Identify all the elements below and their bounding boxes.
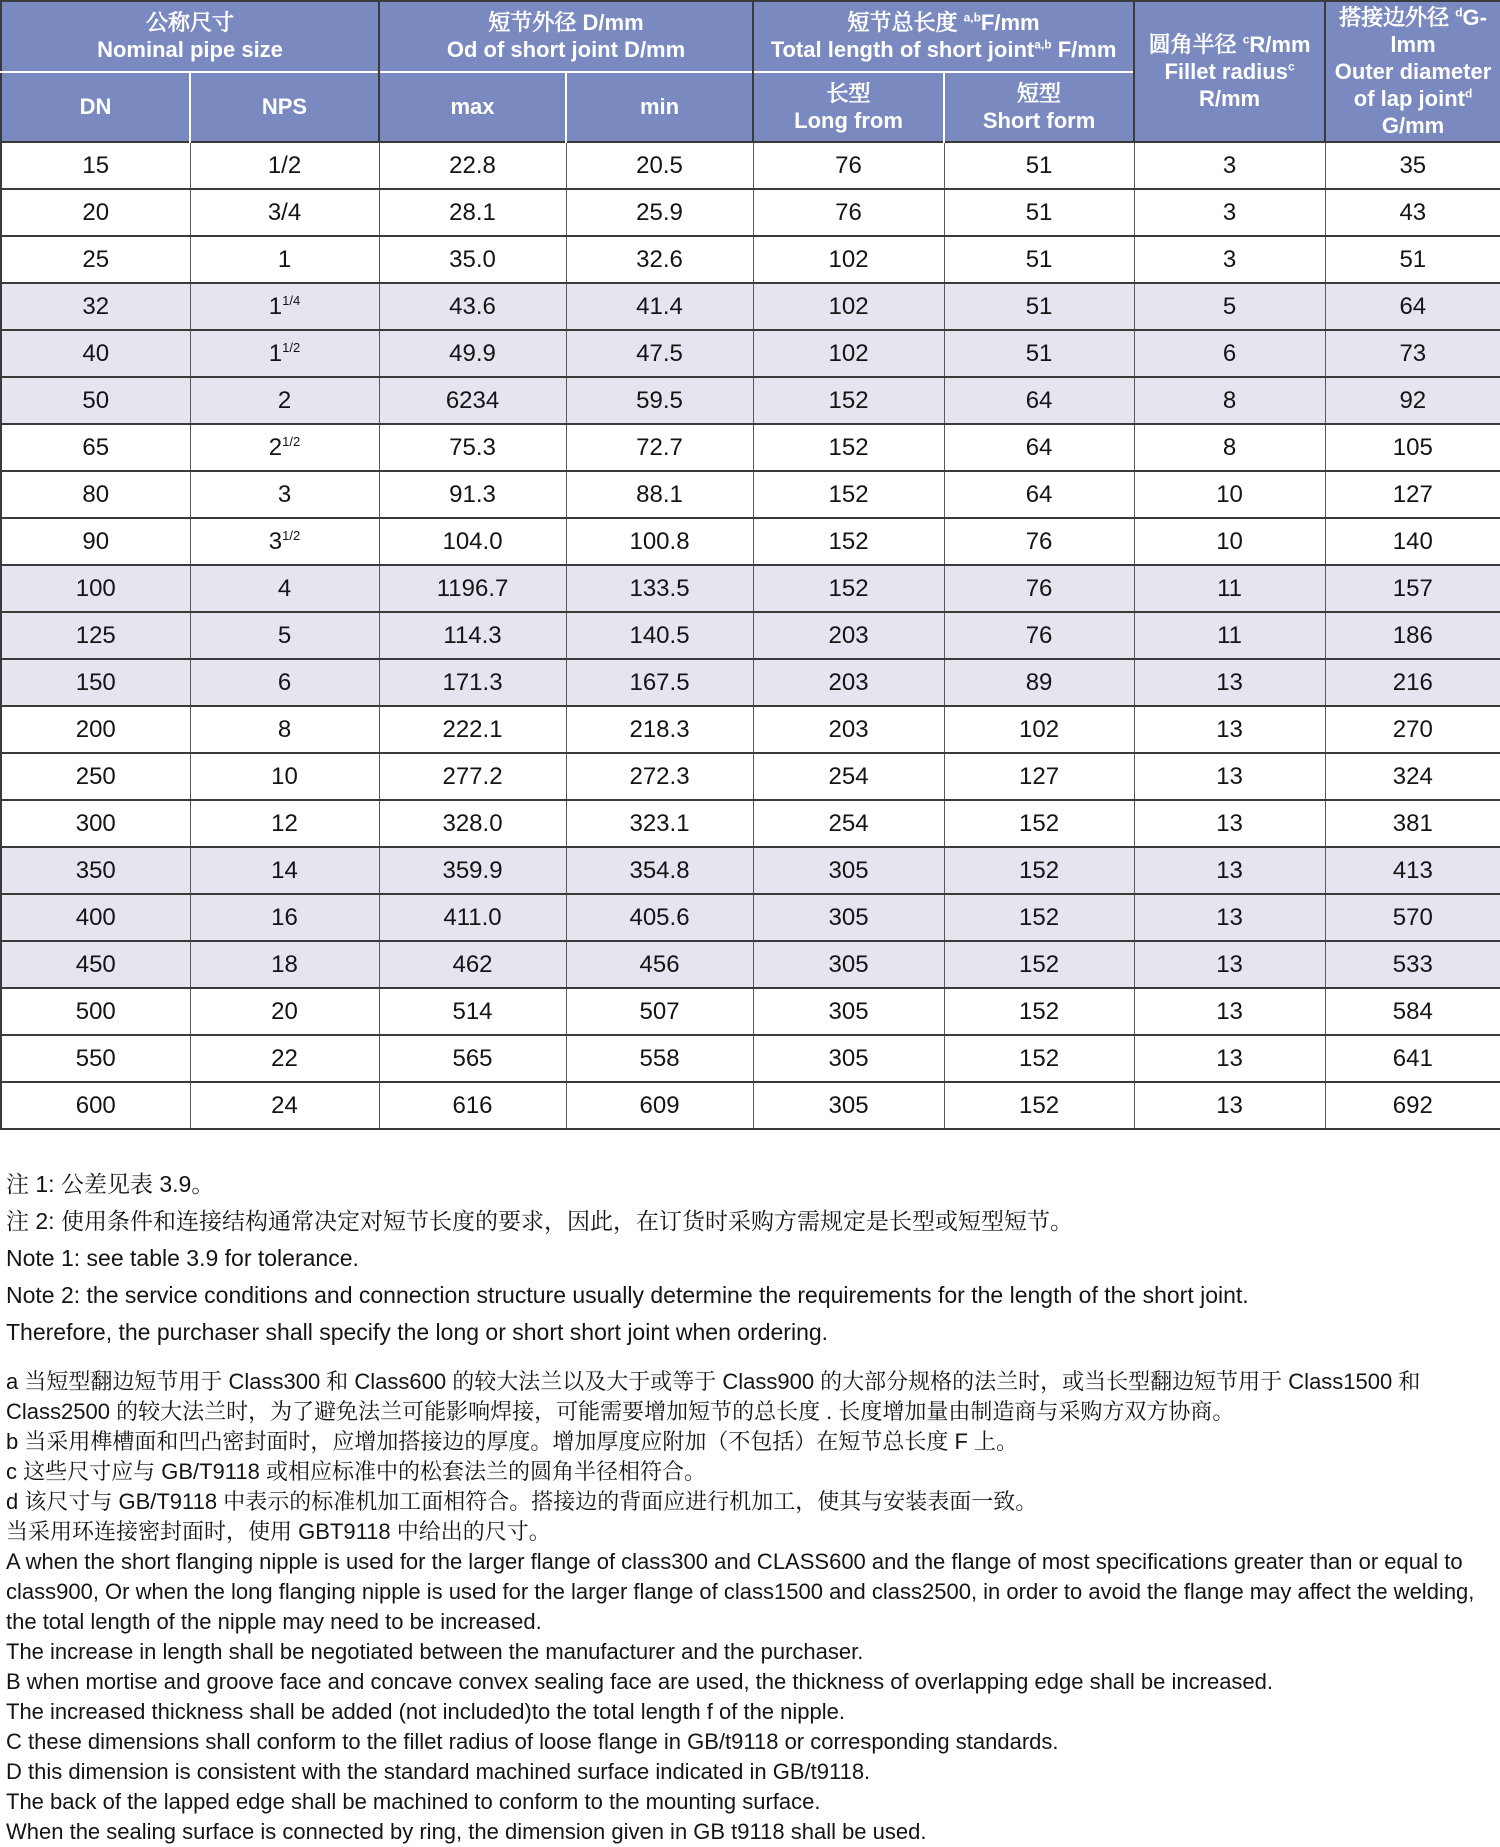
cell-dn: 300 — [1, 800, 190, 847]
table-row — [1, 142, 1500, 189]
cell-od-min: 25.9 — [566, 189, 753, 236]
subheader-max: max — [379, 72, 566, 143]
cell-length-short: 152 — [944, 1035, 1134, 1082]
header-total-length-en: Total length of short joint$^{a,b}$ F/mm — [770, 37, 1117, 63]
header-od-short-joint — [379, 1, 753, 72]
cell-length-short: 51 — [944, 330, 1134, 377]
cell-od-max: 49.9 — [379, 330, 566, 377]
footnote-line: The back of the lapped edge shall be machined to conform to the mounting surface. — [6, 1789, 821, 1814]
table-row — [1, 847, 1500, 894]
header-lap-joint-od-zh: 搭接边外径 $^d$G-lmm — [1339, 5, 1487, 57]
table-row — [1, 189, 1500, 236]
footnote-marker-ab: a,b — [963, 10, 981, 25]
cell-length-short: 89 — [944, 659, 1134, 706]
header-nominal-pipe-size — [1, 1, 379, 72]
cell-od-min: 323.1 — [566, 800, 753, 847]
cell-lap-od: 43 — [1325, 189, 1500, 236]
cell-nps: 16 — [190, 894, 379, 941]
cell-nps: $1^{1/4}$ — [190, 283, 379, 330]
cell-od-max: 43.6 — [379, 283, 566, 330]
cell-nps: 2 — [190, 377, 379, 424]
header-fillet-radius-en: Fillet radius$^c$ R/mm — [1164, 59, 1295, 111]
subheader-min: min — [566, 72, 753, 143]
cell-lap-od: 533 — [1325, 941, 1500, 988]
cell-length-short: 51 — [944, 142, 1134, 189]
cell-nps: 12 — [190, 800, 379, 847]
footnote-marker-d: d — [1455, 5, 1463, 20]
cell-od-min: 88.1 — [566, 471, 753, 518]
cell-length-short: 102 — [944, 706, 1134, 753]
cell-nps: 18 — [190, 941, 379, 988]
footnote-line: a 当短型翻边短节用于 Class300 和 Class600 的较大法兰以及大于或等于 Class900 的大部分规格的法兰时，或当长型翻边短节用于 Class1500 和 Class2500 的较大法兰时，为了避免法兰可能影响焊接，可能需要增加短节的总长度 . 长度增加量由制造商与采购方双方协商。 — [6, 1369, 1421, 1424]
header-nominal-zh: 公称尺寸 — [146, 10, 235, 36]
cell-dn: 450 — [1, 941, 190, 988]
cell-od-min: 32.6 — [566, 236, 753, 283]
table-row — [1, 565, 1500, 612]
cell-dn: 40 — [1, 330, 190, 377]
cell-dn: 200 — [1, 706, 190, 753]
cell-dn: 80 — [1, 471, 190, 518]
cell-dn: 20 — [1, 189, 190, 236]
cell-length-long: 305 — [753, 1035, 944, 1082]
header-lap-joint-od — [1325, 1, 1500, 142]
cell-dn: 50 — [1, 377, 190, 424]
cell-od-min: 354.8 — [566, 847, 753, 894]
table-row — [1, 424, 1500, 471]
cell-od-max: 411.0 — [379, 894, 566, 941]
cell-length-short: 51 — [944, 283, 1134, 330]
header-fillet-radius-zh: 圆角半径 $^c$R/mm — [1148, 32, 1311, 57]
cell-lap-od: 270 — [1325, 706, 1500, 753]
cell-lap-od: 157 — [1325, 565, 1500, 612]
cell-length-short: 152 — [944, 988, 1134, 1035]
footnote-marker-d: d — [1464, 86, 1473, 101]
cell-nps: 8 — [190, 706, 379, 753]
cell-dn: 350 — [1, 847, 190, 894]
cell-od-max: 104.0 — [379, 518, 566, 565]
cell-length-short: 64 — [944, 471, 1134, 518]
nps-fraction: 1/2 — [282, 527, 301, 543]
cell-dn: 100 — [1, 565, 190, 612]
cell-od-max: 462 — [379, 941, 566, 988]
cell-dn: 125 — [1, 612, 190, 659]
note-line: 注 1: 公差见表 3.9。 — [6, 1171, 215, 1197]
cell-length-long: 305 — [753, 1082, 944, 1129]
cell-dn: 15 — [1, 142, 190, 189]
cell-length-long: 102 — [753, 283, 944, 330]
cell-length-short: 64 — [944, 377, 1134, 424]
cell-od-max: 6234 — [379, 377, 566, 424]
notes-block-general — [6, 1166, 1494, 1351]
cell-fillet-radius: 13 — [1134, 941, 1325, 988]
cell-length-short: 64 — [944, 424, 1134, 471]
cell-dn: 90 — [1, 518, 190, 565]
cell-od-min: 140.5 — [566, 612, 753, 659]
cell-lap-od: 64 — [1325, 283, 1500, 330]
cell-fillet-radius: 10 — [1134, 518, 1325, 565]
cell-od-max: 171.3 — [379, 659, 566, 706]
footnote-line: C these dimensions shall conform to the fillet radius of loose flange in GB/t9118 or corresponding standards. — [6, 1729, 1059, 1754]
cell-fillet-radius: 10 — [1134, 471, 1325, 518]
subheader-long-form: 长型 Long from — [753, 72, 944, 143]
table-row — [1, 941, 1500, 988]
cell-lap-od: 216 — [1325, 659, 1500, 706]
cell-od-max: 22.8 — [379, 142, 566, 189]
cell-od-max: 222.1 — [379, 706, 566, 753]
note-line: Therefore, the purchaser shall specify the long or short short joint when ordering. — [6, 1319, 829, 1345]
cell-od-max: 616 — [379, 1082, 566, 1129]
footnote-marker-c: c — [1242, 32, 1250, 47]
notes-block-footnotes — [6, 1367, 1494, 1847]
cell-dn: 400 — [1, 894, 190, 941]
footnote-marker-ab: a,b — [1034, 37, 1052, 52]
cell-lap-od: 413 — [1325, 847, 1500, 894]
cell-fillet-radius: 11 — [1134, 565, 1325, 612]
cell-lap-od: 570 — [1325, 894, 1500, 941]
cell-lap-od: 324 — [1325, 753, 1500, 800]
header-nominal-en: Nominal pipe size — [97, 37, 283, 63]
header-fillet-radius — [1134, 1, 1325, 142]
table-row — [1, 800, 1500, 847]
cell-fillet-radius: 13 — [1134, 800, 1325, 847]
cell-dn: 550 — [1, 1035, 190, 1082]
cell-length-long: 305 — [753, 847, 944, 894]
cell-fillet-radius: 3 — [1134, 142, 1325, 189]
cell-length-long: 203 — [753, 659, 944, 706]
cell-nps: $1^{1/2}$ — [190, 330, 379, 377]
note-line: Note 1: see table 3.9 for tolerance. — [6, 1245, 359, 1271]
cell-fillet-radius: 6 — [1134, 330, 1325, 377]
header-total-length — [753, 1, 1134, 72]
nps-fraction: 1/4 — [282, 292, 301, 308]
cell-length-long: 254 — [753, 753, 944, 800]
cell-length-long: 152 — [753, 471, 944, 518]
cell-length-short: 76 — [944, 518, 1134, 565]
cell-od-max: 277.2 — [379, 753, 566, 800]
cell-lap-od: 692 — [1325, 1082, 1500, 1129]
cell-dn: 150 — [1, 659, 190, 706]
cell-dn: 250 — [1, 753, 190, 800]
footnote-line: c 这些尺寸应与 GB/T9118 或相应标准中的松套法兰的圆角半径相符合。 — [6, 1459, 706, 1484]
cell-od-min: 100.8 — [566, 518, 753, 565]
table-row — [1, 1035, 1500, 1082]
cell-length-long: 203 — [753, 612, 944, 659]
cell-length-short: 152 — [944, 800, 1134, 847]
footnote-line: B when mortise and groove face and concave convex sealing face are used, the thickness of overlapping edge shall be increased. — [6, 1669, 1274, 1694]
cell-fillet-radius: 3 — [1134, 236, 1325, 283]
cell-od-min: 41.4 — [566, 283, 753, 330]
cell-fillet-radius: 13 — [1134, 847, 1325, 894]
cell-fillet-radius: 13 — [1134, 1035, 1325, 1082]
cell-lap-od: 51 — [1325, 236, 1500, 283]
footnote-line: The increase in length shall be negotiated between the manufacturer and the purchaser. — [6, 1639, 864, 1664]
cell-nps: 1/2 — [190, 142, 379, 189]
cell-od-min: 405.6 — [566, 894, 753, 941]
cell-od-min: 558 — [566, 1035, 753, 1082]
subheader-short-form: 短型 Short form — [944, 72, 1134, 143]
cell-length-long: 305 — [753, 988, 944, 1035]
footnote-line: b 当采用榫槽面和凹凸密封面时，应增加搭接边的厚度。增加厚度应附加（不包括）在短节总长度 F 上。 — [6, 1429, 1019, 1454]
cell-length-short: 152 — [944, 941, 1134, 988]
cell-fillet-radius: 13 — [1134, 753, 1325, 800]
cell-lap-od: 186 — [1325, 612, 1500, 659]
cell-length-long: 152 — [753, 377, 944, 424]
cell-nps: 20 — [190, 988, 379, 1035]
cell-nps: 3 — [190, 471, 379, 518]
header-od-zh: 短节外径 D/mm — [488, 10, 644, 36]
header-od-en: Od of short joint D/mm — [446, 37, 686, 63]
cell-fillet-radius: 8 — [1134, 377, 1325, 424]
cell-od-min: 72.7 — [566, 424, 753, 471]
footnote-marker-c: c — [1287, 59, 1295, 74]
cell-nps: 4 — [190, 565, 379, 612]
footnote-line: d 该尺寸与 GB/T9118 中表示的标准机加工面相符合。搭接边的背面应进行机加工，使其与安装表面一致。 — [6, 1489, 1038, 1514]
cell-od-max: 359.9 — [379, 847, 566, 894]
table-row — [1, 283, 1500, 330]
cell-od-max: 565 — [379, 1035, 566, 1082]
cell-od-min: 133.5 — [566, 565, 753, 612]
cell-nps: 24 — [190, 1082, 379, 1129]
cell-nps: 10 — [190, 753, 379, 800]
cell-od-max: 114.3 — [379, 612, 566, 659]
cell-lap-od: 105 — [1325, 424, 1500, 471]
cell-od-min: 507 — [566, 988, 753, 1035]
cell-lap-od: 92 — [1325, 377, 1500, 424]
table-row — [1, 236, 1500, 283]
cell-fillet-radius: 8 — [1134, 424, 1325, 471]
cell-nps: 3/4 — [190, 189, 379, 236]
cell-od-min: 456 — [566, 941, 753, 988]
cell-length-long: 102 — [753, 236, 944, 283]
cell-length-short: 76 — [944, 612, 1134, 659]
subheader-dn: DN — [1, 72, 190, 143]
cell-length-long: 102 — [753, 330, 944, 377]
cell-od-min: 272.3 — [566, 753, 753, 800]
table-row — [1, 1082, 1500, 1129]
footnote-line: 当采用环连接密封面时，使用 GBT9118 中给出的尺寸。 — [6, 1519, 551, 1544]
table-row — [1, 518, 1500, 565]
cell-length-long: 203 — [753, 706, 944, 753]
cell-nps: 5 — [190, 612, 379, 659]
cell-od-min: 47.5 — [566, 330, 753, 377]
cell-fillet-radius: 13 — [1134, 706, 1325, 753]
cell-dn: 600 — [1, 1082, 190, 1129]
cell-od-max: 35.0 — [379, 236, 566, 283]
cell-fillet-radius: 13 — [1134, 1082, 1325, 1129]
cell-length-short: 76 — [944, 565, 1134, 612]
cell-od-max: 75.3 — [379, 424, 566, 471]
footnote-line: A when the short flanging nipple is used for the larger flange of class300 and CLASS600 and the flange of most specifications greater than or equal to class900, Or when the long flanging nipple is used for the larger flange of class1500 and class2500, in order to avoid the flange may affect the welding, the total length of the nipple may need to be increased. — [6, 1549, 1475, 1634]
header-lap-joint-od-en: Outer diameter of lap joint$^d$ G/mm — [1334, 59, 1492, 138]
cell-od-max: 28.1 — [379, 189, 566, 236]
table-row — [1, 753, 1500, 800]
table-row — [1, 612, 1500, 659]
cell-dn: 25 — [1, 236, 190, 283]
subheader-nps: NPS — [190, 72, 379, 143]
cell-od-min: 218.3 — [566, 706, 753, 753]
cell-length-long: 152 — [753, 565, 944, 612]
cell-od-max: 1196.7 — [379, 565, 566, 612]
cell-lap-od: 584 — [1325, 988, 1500, 1035]
cell-od-max: 328.0 — [379, 800, 566, 847]
table-row — [1, 894, 1500, 941]
table-body — [1, 142, 1500, 1129]
cell-od-min: 20.5 — [566, 142, 753, 189]
table-row — [1, 377, 1500, 424]
table-row — [1, 659, 1500, 706]
cell-od-max: 514 — [379, 988, 566, 1035]
cell-lap-od: 381 — [1325, 800, 1500, 847]
cell-nps: 22 — [190, 1035, 379, 1082]
table-row — [1, 988, 1500, 1035]
cell-length-long: 305 — [753, 941, 944, 988]
notes-section — [0, 1166, 1500, 1847]
cell-fillet-radius: 5 — [1134, 283, 1325, 330]
cell-length-long: 152 — [753, 518, 944, 565]
table-row — [1, 330, 1500, 377]
cell-length-long: 254 — [753, 800, 944, 847]
cell-nps: $3^{1/2}$ — [190, 518, 379, 565]
cell-od-min: 167.5 — [566, 659, 753, 706]
table-row — [1, 706, 1500, 753]
header-total-length-zh: 短节总长度 $^{a,b}$F/mm — [847, 10, 1040, 36]
cell-length-long: 305 — [753, 894, 944, 941]
cell-od-min: 609 — [566, 1082, 753, 1129]
cell-length-short: 152 — [944, 847, 1134, 894]
cell-fillet-radius: 11 — [1134, 612, 1325, 659]
cell-lap-od: 35 — [1325, 142, 1500, 189]
cell-od-min: 59.5 — [566, 377, 753, 424]
footnote-line: D this dimension is consistent with the standard machined surface indicated in GB/t9118. — [6, 1759, 871, 1784]
cell-length-short: 51 — [944, 189, 1134, 236]
cell-nps: 1 — [190, 236, 379, 283]
cell-dn: 500 — [1, 988, 190, 1035]
cell-lap-od: 641 — [1325, 1035, 1500, 1082]
note-line: Note 2: the service conditions and connection structure usually determine the requirements for the length of the short joint. — [6, 1282, 1249, 1308]
nps-fraction: 1/2 — [282, 433, 301, 449]
footnote-line: When the sealing surface is connected by ring, the dimension given in GB t9118 shall be used. — [6, 1819, 927, 1844]
cell-length-short: 152 — [944, 894, 1134, 941]
cell-length-long: 76 — [753, 142, 944, 189]
cell-nps: 6 — [190, 659, 379, 706]
table-row — [1, 471, 1500, 518]
cell-lap-od: 73 — [1325, 330, 1500, 377]
cell-length-short: 127 — [944, 753, 1134, 800]
cell-length-long: 76 — [753, 189, 944, 236]
cell-lap-od: 127 — [1325, 471, 1500, 518]
cell-fillet-radius: 13 — [1134, 988, 1325, 1035]
cell-fillet-radius: 13 — [1134, 659, 1325, 706]
cell-length-short: 152 — [944, 1082, 1134, 1129]
cell-nps: $2^{1/2}$ — [190, 424, 379, 471]
table-header — [1, 1, 1500, 142]
cell-nps: 14 — [190, 847, 379, 894]
cell-fillet-radius: 13 — [1134, 894, 1325, 941]
nps-fraction: 1/2 — [282, 339, 301, 355]
cell-fillet-radius: 3 — [1134, 189, 1325, 236]
cell-length-short: 51 — [944, 236, 1134, 283]
cell-dn: 65 — [1, 424, 190, 471]
note-line: 注 2: 使用条件和连接结构通常决定对短节长度的要求，因此，在订货时采购方需规定是长型或短型短节。 — [6, 1208, 1073, 1234]
cell-lap-od: 140 — [1325, 518, 1500, 565]
cell-dn: 32 — [1, 283, 190, 330]
cell-length-long: 152 — [753, 424, 944, 471]
footnote-line: The increased thickness shall be added (not included)to the total length f of the nipple. — [6, 1699, 845, 1724]
cell-od-max: 91.3 — [379, 471, 566, 518]
